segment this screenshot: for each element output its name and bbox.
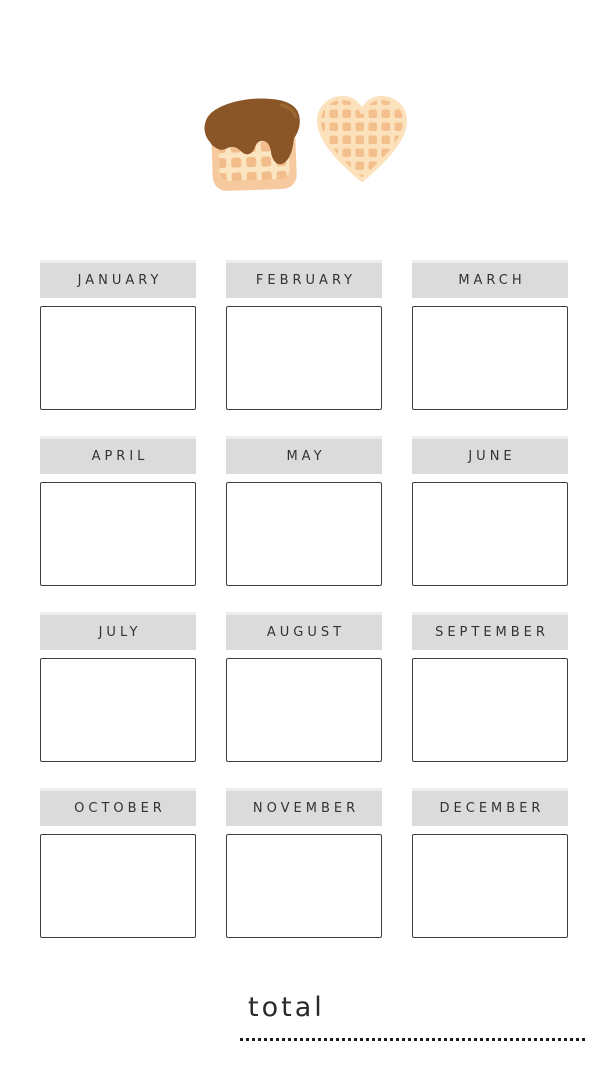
month-box-december[interactable] [412,834,568,938]
month-box-june[interactable] [412,482,568,586]
total-dotted-line[interactable] [240,1038,586,1041]
month-header-june: JUNE [412,436,568,474]
month-box-november[interactable] [226,834,382,938]
month-box-march[interactable] [412,306,568,410]
month-box-august[interactable] [226,658,382,762]
month-cell-may [226,436,382,586]
month-header-july: JULY [40,612,196,650]
month-cell-november [226,788,382,938]
month-header-september: SEPTEMBER [412,612,568,650]
month-header-april: APRIL [40,436,196,474]
month-cell-december [412,788,568,938]
month-cell-january [40,260,196,410]
month-box-february[interactable] [226,306,382,410]
month-cell-june [412,436,568,586]
month-header-may: MAY [226,436,382,474]
month-header-february: FEBRUARY [226,260,382,298]
month-box-january[interactable] [40,306,196,410]
month-cell-march [412,260,568,410]
month-header-october: OCTOBER [40,788,196,826]
waffle-chocolate-icon [198,94,306,194]
month-box-may[interactable] [226,482,382,586]
month-cell-february [226,260,382,410]
month-cell-august [226,612,382,762]
month-header-december: DECEMBER [412,788,568,826]
months-grid [40,260,568,938]
month-header-january: JANUARY [40,260,196,298]
month-cell-september [412,612,568,762]
month-box-july[interactable] [40,658,196,762]
month-cell-april [40,436,196,586]
month-cell-july [40,612,196,762]
month-box-september[interactable] [412,658,568,762]
month-box-april[interactable] [40,482,196,586]
month-cell-october [40,788,196,938]
month-header-august: AUGUST [226,612,382,650]
month-header-november: NOVEMBER [226,788,382,826]
month-box-october[interactable] [40,834,196,938]
heart-waffle-icon [314,94,410,186]
total-label: total [248,992,325,1023]
month-header-march: MARCH [412,260,568,298]
header-illustration [0,94,607,194]
